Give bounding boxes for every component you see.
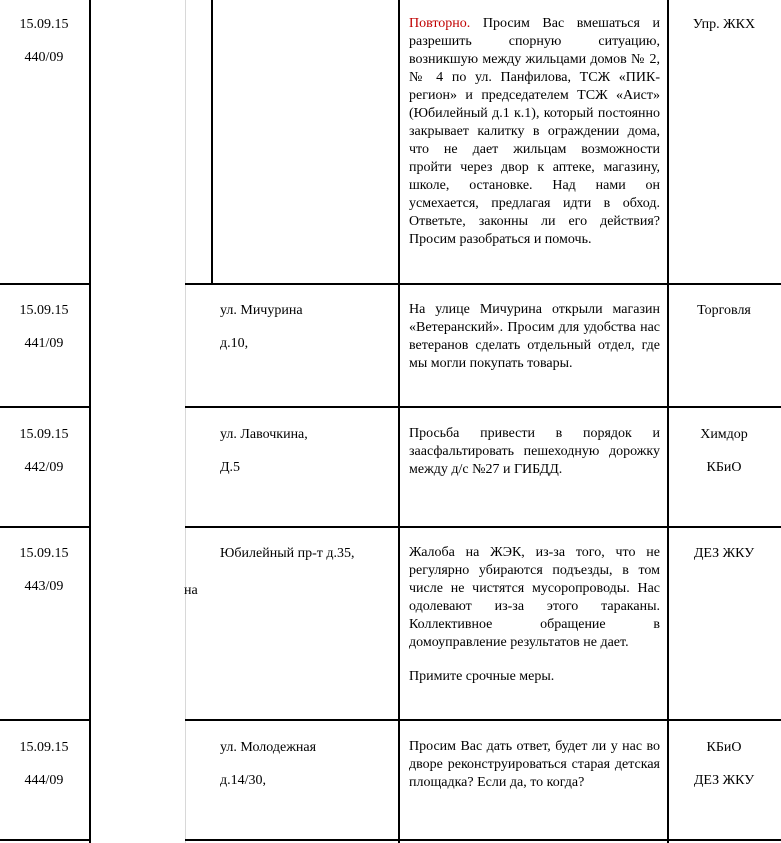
- row-4-text-extra: Примите срочные меры.: [409, 669, 555, 684]
- row-3-executor-2: КБиО: [706, 460, 742, 475]
- row-5-address-1: ул. Молодежная: [220, 740, 317, 755]
- row-divider-4: [0, 719, 90, 721]
- row-4-date-cell: [0, 537, 88, 603]
- row-2-text-cell: [409, 301, 660, 373]
- row-5-text: Просим Вас дать ответ, будет ли у нас во дворе реконструироваться старая детская площадка? Если да, то когда?: [409, 739, 660, 790]
- row-divider-2b: [185, 406, 781, 408]
- row-3-address-cell: [220, 418, 390, 484]
- row-3-address-1: ул. Лавочкина,: [220, 427, 308, 442]
- row-5-date-cell: [0, 731, 88, 797]
- row-5-executor-cell: [668, 731, 780, 797]
- row-2-text: На улице Мичурина открыли магазин «Ветеранский». Просим для удобства нас ветеранов сделать отдельный отдел, где мы могли покупать товары.: [409, 302, 660, 371]
- row-divider-4b: [185, 719, 781, 721]
- row-4-executor-cell: [668, 537, 780, 570]
- row-4-stray-text: на: [184, 583, 198, 598]
- row-2-executor-1: Торговля: [697, 303, 751, 318]
- row-1-executor-cell: [668, 8, 780, 41]
- row-4-text-cell: [409, 544, 660, 686]
- row-5-executor-2: ДЕЗ ЖКУ: [693, 773, 755, 788]
- row-3-executor-1: Химдор: [700, 427, 748, 442]
- row-2-address-cell: [220, 294, 390, 360]
- row-5-address-2: д.14/30,: [220, 773, 267, 788]
- row-divider-3: [0, 526, 90, 528]
- col-divider-3: [211, 0, 213, 284]
- row-4-date: 15.09.15: [19, 546, 69, 561]
- row-divider-2: [0, 406, 90, 408]
- row-3-text-cell: [409, 425, 660, 479]
- row-divider-3b: [185, 526, 781, 528]
- row-3-address-2: Д.5: [220, 460, 241, 475]
- row-5-executor-1: КБиО: [706, 740, 742, 755]
- row-1-text-prefix: Повторно.: [409, 16, 471, 31]
- row-divider-1: [0, 283, 90, 285]
- col-divider-1: [89, 0, 91, 843]
- row-3-number: 442/09: [24, 460, 64, 475]
- row-2-address-2: д.10,: [220, 336, 249, 351]
- row-4-address-cell: [220, 537, 390, 570]
- row-1-text-cell: [409, 15, 660, 249]
- row-2-number: 441/09: [24, 336, 64, 351]
- row-3-executor-cell: [668, 418, 780, 484]
- row-5-number: 444/09: [24, 773, 64, 788]
- row-2-date-cell: [0, 294, 88, 360]
- row-3-text: Просьба привести в порядок и заасфальтировать пешеходную дорожку между д/с №27 и ГИБДД.: [409, 426, 660, 477]
- row-1-executor-1: Упр. ЖКХ: [692, 17, 756, 32]
- row-4-address-1: Юбилейный пр-т д.35,: [220, 546, 355, 561]
- row-1-text: [409, 15, 660, 249]
- col-divider-4: [398, 0, 400, 843]
- row-divider-5b: [185, 839, 781, 841]
- row-5-date: 15.09.15: [19, 740, 69, 755]
- row-1-number: 440/09: [24, 50, 64, 65]
- row-2-date: 15.09.15: [19, 303, 69, 318]
- row-divider-1b: [185, 283, 781, 285]
- row-2-executor-cell: [668, 294, 780, 327]
- row-3-date: 15.09.15: [19, 427, 69, 442]
- row-4-number: 443/09: [24, 579, 64, 594]
- row-4-text: Жалоба на ЖЭК, из-за того, что не регулярно убираются подъезды, в том числе не чистятся мусоропроводы. Нас одолевают из-за этого тараканы. Коллективное обращение в домоуправление результатов не дает.: [409, 545, 660, 650]
- row-1-date: 15.09.15: [19, 17, 69, 32]
- cut-edge-line: [185, 0, 186, 843]
- row-1-text-body: Просим Вас вмешаться и разрешить спорную ситуацию, возникшую между жильцами домов № 2, № 4 по ул. Панфилова, ТСЖ «ПИК-регион» и председателем ТСЖ «Аист» (Юбилейный д.1 к.1), который постоянно закрывает калитку в ограждении дома, что не дает жильцам возможности пройти через двор к аптеке, магазину, школе, остановке. Над нами он усмехается, предлагая идти в обход. Ответьте, законны ли его действия? Просим разобраться и помочь.: [409, 16, 660, 247]
- row-5-address-cell: [220, 731, 390, 797]
- row-divider-5: [0, 839, 90, 841]
- row-1-date-cell: [0, 8, 88, 74]
- row-2-address-1: ул. Мичурина: [220, 303, 303, 318]
- row-5-text-cell: [409, 738, 660, 792]
- row-4-executor-1: ДЕЗ ЖКУ: [693, 546, 755, 561]
- row-3-date-cell: [0, 418, 88, 484]
